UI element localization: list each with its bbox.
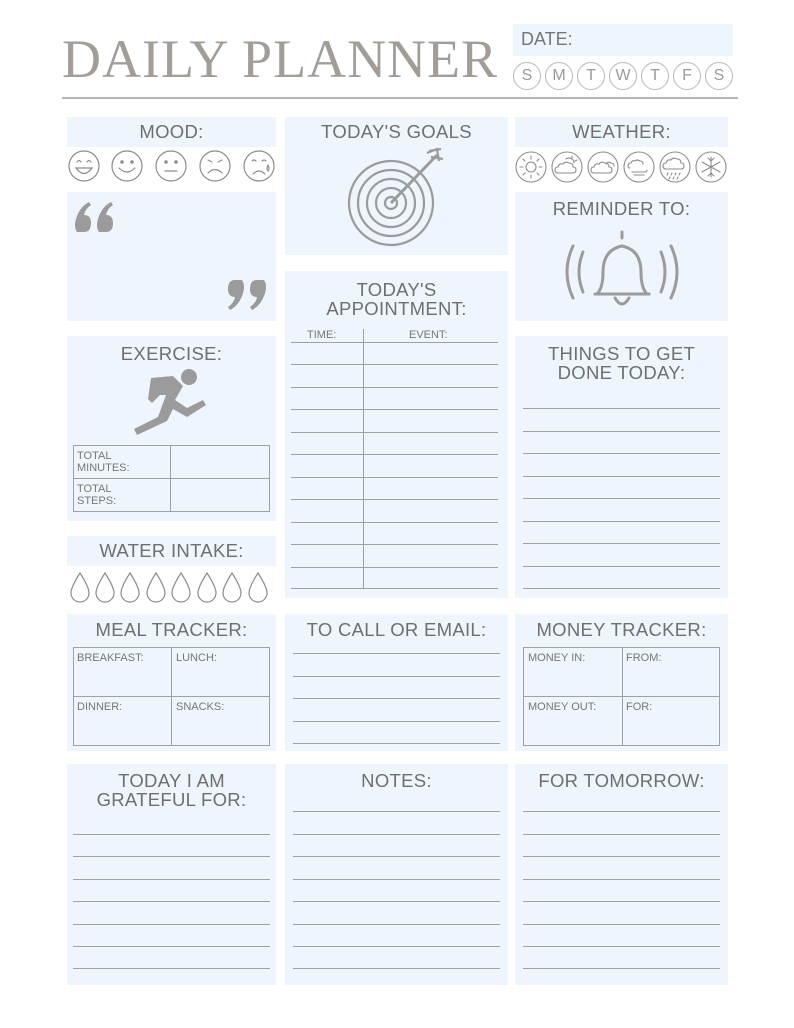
day-wednesday[interactable]: W [609,62,637,90]
water-drop-icon [71,573,89,602]
lunch-label: LUNCH: [176,652,217,664]
day-friday[interactable]: F [673,62,701,90]
water-drop-icon [96,573,114,602]
grateful-heading-line1: TODAY I AM [118,770,225,791]
money-in-input[interactable] [524,664,621,695]
mood-header-panel [67,117,276,147]
goals-heading: TODAY'S GOALS [321,121,472,142]
money-out-label: MONEY OUT: [528,701,597,713]
snacks-input[interactable] [172,713,269,745]
water-drop-icon [147,573,165,602]
notes-heading: NOTES: [361,770,432,791]
water-header-panel [67,536,276,566]
snow-icon [696,152,726,182]
page-title: DAILY PLANNER [62,29,499,89]
appointment-column-divider [363,329,364,588]
mood-heading: MOOD: [139,121,204,142]
call-heading: TO CALL OR EMAIL: [306,619,487,640]
sunny-icon [516,152,546,182]
from-label: FROM: [626,652,662,664]
weather-icons [514,150,730,184]
reminder-panel[interactable] [515,192,728,321]
bell-icon [565,228,679,314]
things-heading-line2: DONE TODAY: [557,362,686,383]
money-panel [515,614,728,751]
appointment-panel[interactable] [285,271,508,598]
exercise-heading: EXERCISE: [120,343,223,364]
day-saturday[interactable]: S [705,62,733,90]
money-in-label: MONEY IN: [528,652,586,664]
breakfast-label: BREAKFAST: [77,652,144,664]
windy-icon [624,152,654,182]
running-person-icon [131,368,207,436]
water-drops [67,570,279,604]
water-heading: WATER INTAKE: [99,540,244,561]
crying-face-icon [244,151,274,181]
neutral-face-icon [156,151,186,181]
water-drop-icon [121,573,139,602]
money-heading: MONEY TRACKER: [536,619,707,640]
things-heading-line1: THINGS TO GET [547,343,696,364]
exercise-panel [67,336,276,521]
very-happy-face-icon [69,151,99,181]
total-minutes-input[interactable] [171,446,269,478]
date-field[interactable] [513,24,733,56]
lunch-input[interactable] [172,664,269,695]
total-steps-label: TOTAL STEPS: [77,483,117,507]
water-drop-icon [172,573,190,602]
sad-face-icon [200,151,230,181]
day-monday[interactable]: M [545,62,573,90]
meal-panel [67,614,276,751]
dinner-input[interactable] [74,713,170,745]
for-input[interactable] [623,713,719,745]
weekday-selector [513,62,733,90]
header-divider [62,97,738,99]
snacks-label: SNACKS: [176,701,225,713]
breakfast-input[interactable] [74,664,170,695]
weather-heading: WEATHER: [572,121,671,142]
dinner-label: DINNER: [77,701,123,713]
mood-faces [67,149,279,183]
from-input[interactable] [623,664,719,695]
reminder-heading: REMINDER TO: [552,198,691,219]
cloudy-icon [588,152,618,182]
quote-panel[interactable] [67,192,276,321]
water-drop-icon [198,573,216,602]
time-column-label: TIME: [307,329,337,341]
money-out-input[interactable] [524,713,621,745]
partly-cloudy-icon [552,152,582,182]
total-steps-input[interactable] [171,479,269,511]
grateful-heading-line2: GRATEFUL FOR: [96,789,247,810]
things-panel[interactable] [515,336,728,598]
day-tuesday[interactable]: T [577,62,605,90]
goals-panel[interactable] [285,117,508,255]
grateful-panel[interactable] [67,764,276,985]
happy-face-icon [112,151,142,181]
tomorrow-panel[interactable] [515,764,728,985]
event-column-label: EVENT: [409,329,448,341]
appointment-heading-line1: TODAY'S [356,279,437,300]
call-panel[interactable] [285,614,508,751]
meal-heading: MEAL TRACKER: [95,619,248,640]
for-label: FOR: [626,701,653,713]
appointment-heading-line2: APPOINTMENT: [326,298,467,319]
open-quote-icon [73,198,119,232]
target-icon [345,147,449,249]
water-drop-icon [249,573,267,602]
day-thursday[interactable]: T [641,62,669,90]
date-label: DATE: [521,29,573,49]
weather-header-panel [515,117,728,147]
water-drop-icon [223,573,241,602]
rain-icon [660,152,690,182]
close-quote-icon [222,280,268,314]
day-sunday[interactable]: S [513,62,541,90]
total-minutes-label: TOTAL MINUTES: [77,450,130,474]
notes-panel[interactable] [285,764,508,985]
tomorrow-heading: FOR TOMORROW: [538,770,705,791]
